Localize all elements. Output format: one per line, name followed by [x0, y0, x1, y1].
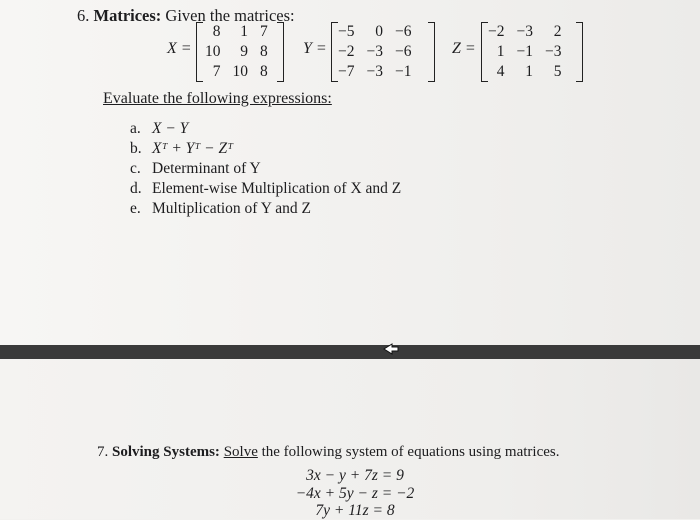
matrix-y-cell: −7: [338, 63, 355, 80]
question-6-number: 6.: [77, 6, 90, 25]
matrix-y-cell: −3: [366, 43, 383, 60]
list-item-label: d.: [130, 180, 142, 197]
list-item-label: c.: [130, 160, 141, 177]
evaluate-subheading: Evaluate the following expressions:: [103, 90, 332, 107]
question-7-solve: Solve: [223, 444, 258, 460]
matrix-x-cell: 10: [205, 43, 221, 60]
matrix-y-cell: −1: [395, 63, 412, 80]
equation-1: 3x − y + 7z = 9: [306, 467, 404, 484]
mouse-pointer-icon: [383, 342, 399, 356]
matrix-x-cell: 8: [260, 43, 268, 60]
list-item-label: a.: [130, 120, 141, 137]
matrix-z-cell: 4: [496, 63, 505, 80]
matrix-z: [481, 22, 583, 82]
matrix-x-cell: 9: [240, 43, 248, 60]
matrix-z-cell: −3: [516, 23, 533, 40]
question-7-heading: Solving Systems:: [112, 444, 220, 460]
matrix-x-cell: 8: [212, 23, 221, 40]
list-item-label: b.: [130, 140, 142, 157]
question-6-heading: Matrices:: [93, 6, 162, 25]
list-item-label: e.: [130, 200, 141, 217]
matrix-z-cell: 5: [553, 63, 562, 80]
matrix-x: [196, 22, 284, 82]
matrix-x-cell: 8: [260, 63, 268, 80]
question-6-prompt: Given the matrices:: [165, 6, 295, 25]
matrix-z-label: Z =: [452, 40, 476, 57]
matrix-z-cell: −3: [545, 43, 562, 60]
matrix-y-cell: −6: [395, 23, 412, 40]
matrix-x-cell: 10: [232, 63, 248, 80]
list-item-a: [130, 120, 188, 138]
question-7-title: [97, 444, 559, 461]
list-item-d: [130, 180, 401, 198]
list-item-c: [130, 160, 261, 178]
matrix-y-cell: 0: [375, 23, 383, 40]
equation-2: −4x + 5y − z = −2: [295, 485, 415, 502]
matrix-x-cell: 1: [240, 23, 248, 40]
list-item-text: Multiplication of Y and Z: [152, 200, 311, 217]
matrix-y: [331, 22, 435, 82]
page-divider-bar: [0, 345, 700, 359]
matrix-z-cell: −1: [516, 43, 533, 60]
matrix-y-cell: −6: [395, 43, 412, 60]
matrix-x-cell: 7: [212, 63, 221, 80]
list-item-e: [130, 200, 311, 218]
matrix-z-cell: −2: [488, 23, 505, 40]
matrix-z-cell: 1: [525, 63, 533, 80]
matrix-z-cell: 2: [553, 23, 562, 40]
matrix-z-cell: 1: [496, 43, 505, 60]
list-item-text: Element-wise Multiplication of X and Z: [152, 180, 402, 197]
question-7-prompt: the following system of equations using matrices.: [261, 444, 560, 460]
matrix-x-label: X =: [167, 40, 192, 57]
matrix-x-cell: 7: [260, 23, 268, 40]
matrix-y-cell: −5: [338, 23, 355, 40]
list-item-b: [130, 140, 233, 158]
list-item-text: Xᵀ + Yᵀ − Zᵀ: [152, 140, 234, 157]
matrix-y-cell: −2: [338, 43, 355, 60]
list-item-text: X − Y: [152, 120, 189, 137]
matrix-y-cell: −3: [366, 63, 383, 80]
equation-3: 7y + 11z = 8: [315, 502, 395, 519]
question-7-number: 7.: [97, 444, 109, 460]
list-item-text: Determinant of Y: [152, 160, 261, 177]
matrix-y-label: Y =: [303, 40, 327, 57]
